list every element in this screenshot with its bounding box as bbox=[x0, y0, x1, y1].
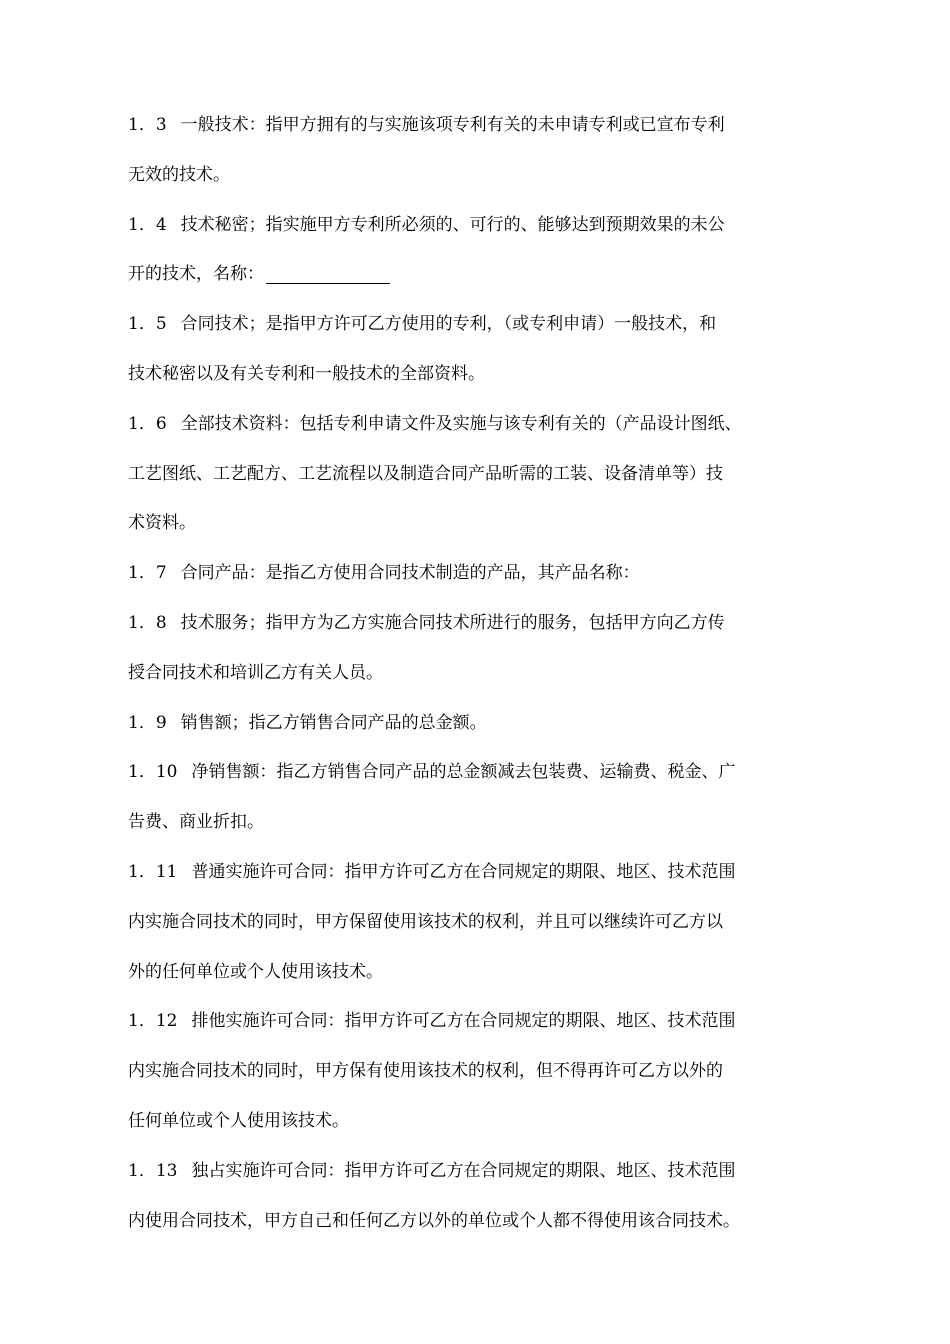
clause-1-6-line-3 bbox=[128, 499, 828, 549]
clause-number: 1．5 bbox=[128, 314, 167, 335]
clause-text: 技术秘密以及有关专利和一般技术的全部资料。 bbox=[128, 363, 485, 384]
clause-1-12-line-1 bbox=[128, 997, 828, 1047]
clause-1-4-line-1 bbox=[128, 201, 828, 251]
clause-list bbox=[128, 101, 828, 1246]
clause-text: 内实施合同技术的同时，甲方保留使用该技术的权利，并且可以继续许可乙方以 bbox=[128, 911, 723, 932]
clause-text: 告费、商业折扣。 bbox=[128, 812, 264, 833]
clause-text: 一般技术：指甲方拥有的与实施该项专利有关的未申请专利或已宣布专利 bbox=[180, 115, 725, 135]
clause-text: 普通实施许可合同：指甲方许可乙方在合同规定的期限、地区、技术范围 bbox=[191, 861, 736, 882]
clause-text: 排他实施许可合同：指甲方许可乙方在合同规定的期限、地区、技术范围 bbox=[191, 1011, 736, 1032]
clause-1-5-line-2 bbox=[128, 350, 828, 400]
clause-1-12-line-2 bbox=[128, 1047, 828, 1097]
clause-1-6-line-2 bbox=[128, 450, 828, 500]
clause-number: 1．3 bbox=[128, 115, 167, 135]
clause-text: 工艺图纸、工艺配方、工艺流程以及制造合同产品昕需的工装、设备清单等）技 bbox=[128, 463, 723, 484]
clause-1-13-line-2 bbox=[128, 1197, 828, 1247]
clause-1-4-line-2 bbox=[128, 250, 828, 300]
clause-text: 外的任何单位或个人使用该技术。 bbox=[128, 961, 383, 982]
clause-1-8-line-2 bbox=[128, 649, 828, 699]
clause-text: 合同技术；是指甲方许可乙方使用的专利，（或专利申请）一般技术，和 bbox=[180, 314, 717, 335]
clause-1-3-line-2 bbox=[128, 151, 828, 201]
clause-1-11-line-1 bbox=[128, 848, 828, 898]
clause-1-8-line-1 bbox=[128, 599, 828, 649]
clause-number: 1．6 bbox=[128, 413, 167, 434]
clause-1-11-line-2 bbox=[128, 898, 828, 948]
clause-text: 净销售额：指乙方销售合同产品的总金额减去包装费、运输费、税金、广 bbox=[191, 762, 736, 783]
clause-1-10-line-2 bbox=[128, 798, 828, 848]
clause-1-13-line-1 bbox=[128, 1147, 828, 1197]
clause-text: 内实施合同技术的同时，甲方保有使用该技术的权利，但不得再许可乙方以外的 bbox=[128, 1061, 723, 1082]
clause-text: 任何单位或个人使用该技术。 bbox=[128, 1110, 349, 1131]
clause-number: 1．4 bbox=[128, 214, 167, 235]
clause-text: 技术秘密；指实施甲方专利所必须的、可行的、能够达到预期效果的未公 bbox=[180, 214, 725, 235]
name-blank-field[interactable] bbox=[266, 269, 390, 284]
clause-text: 开的技术，名称： bbox=[128, 264, 264, 285]
clause-text: 全部技术资料：包括专利申请文件及实施与该专利有关的（产品设计图纸、 bbox=[180, 413, 742, 434]
clause-number: 1．10 bbox=[128, 762, 178, 783]
clause-text: 销售额；指乙方销售合同产品的总金额。 bbox=[180, 712, 487, 733]
clause-1-11-line-3 bbox=[128, 948, 828, 998]
clause-text: 合同产品：是指乙方使用合同技术制造的产品，其产品名称： bbox=[180, 563, 640, 584]
clause-number: 1．7 bbox=[128, 563, 167, 584]
clause-text: 术资料。 bbox=[128, 513, 196, 534]
clause-1-12-line-3 bbox=[128, 1097, 828, 1147]
clause-text: 无效的技术。 bbox=[128, 164, 230, 185]
clause-1-6-line-1 bbox=[128, 400, 828, 450]
clause-1-7-line-1 bbox=[128, 549, 828, 599]
clause-1-3-line-1 bbox=[128, 101, 828, 151]
clause-1-10-line-1 bbox=[128, 748, 828, 798]
clause-number: 1．9 bbox=[128, 712, 167, 733]
clause-number: 1．12 bbox=[128, 1011, 178, 1032]
clause-text: 内使用合同技术，甲方自己和任何乙方以外的单位或个人都不得使用该合同技术。 bbox=[128, 1210, 740, 1231]
clause-text: 独占实施许可合同：指甲方许可乙方在合同规定的期限、地区、技术范围 bbox=[191, 1160, 736, 1181]
clause-text: 授合同技术和培训乙方有关人员。 bbox=[128, 662, 383, 683]
clause-number: 1．8 bbox=[128, 612, 167, 633]
clause-1-9-line-1 bbox=[128, 699, 828, 749]
clause-number: 1．11 bbox=[128, 861, 178, 882]
clause-number: 1．13 bbox=[128, 1160, 178, 1181]
clause-1-5-line-1 bbox=[128, 300, 828, 350]
clause-text: 技术服务；指甲方为乙方实施合同技术所进行的服务，包括甲方向乙方传 bbox=[180, 612, 725, 633]
